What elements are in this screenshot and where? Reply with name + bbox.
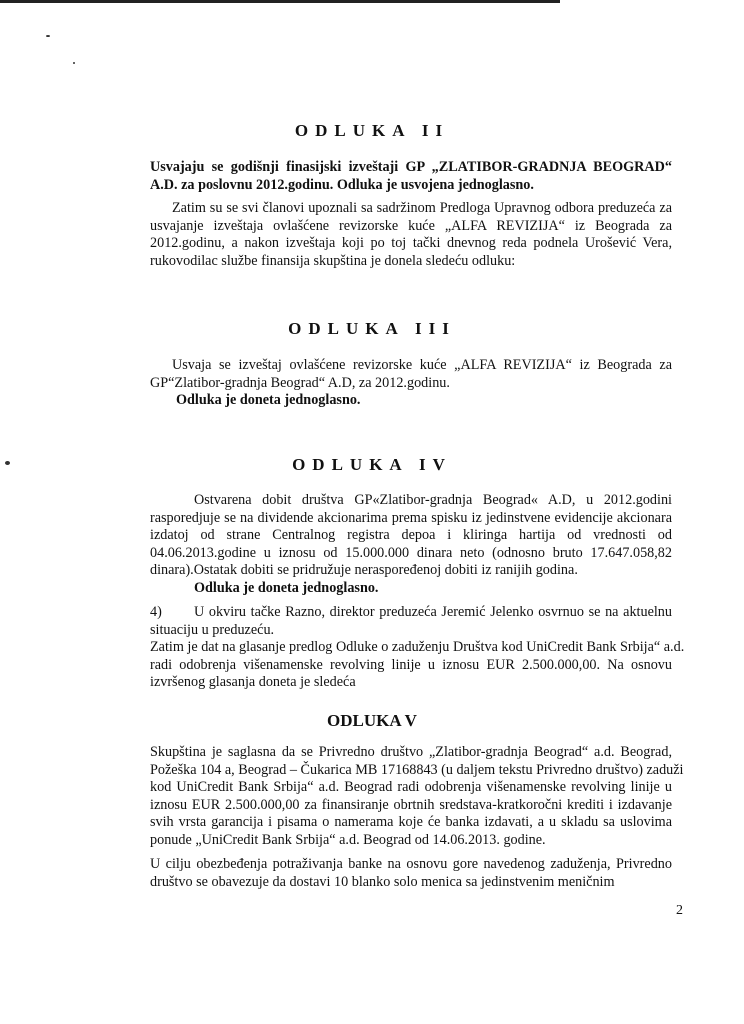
- decision-2-text: [150, 159, 672, 194]
- intro-line: rukovodilac službe finansija skupština je donela sledeću odluku:: [150, 252, 516, 269]
- decision-3-heading: ODLUKA III: [288, 319, 456, 338]
- item-4-line: izvršenog glasanja doneta je sledeća: [150, 674, 356, 691]
- item-4-line: situaciju u preduzeću.: [150, 621, 275, 638]
- item-4-line: U okviru tačke Razno, direktor preduzeća Jeremić Jelenko osvrnuo se na aktuelnu: [194, 604, 672, 620]
- scan-top-edge: [0, 0, 560, 3]
- item-4-line: Zatim je dat na glasanje predlog Odluke o zaduženju Društva kod UniCredit Bank Srbija“ a.d.: [150, 639, 685, 656]
- decision-5-line: iznosu EUR 2.500.000,00 za finansiranje obrtnih sredstava-kratkoročni krediti i izdavanje: [150, 796, 672, 813]
- final-line: društvo se obavezuje da dostavi 10 blanko solo menica sa jedinstvenim meničnim: [150, 873, 615, 890]
- decision-5-line: Skupština je saglasna da se Privredno društvo „Zlatibor-gradnja Beograd“ a.d. Beograd,: [150, 744, 672, 760]
- page-number: 2: [676, 903, 683, 918]
- decision-4-heading: ODLUKA IV: [292, 455, 452, 474]
- decision-5-line: Požeška 104 a, Beograd – Čukarica MB 17168843 (u daljem tekstu Privredno društvo) zaduži: [150, 761, 684, 778]
- decision-3-closing: Odluka je doneta jednoglasno.: [176, 392, 361, 409]
- decision-4-line: 04.06.2013.godine u iznosu od 15.000.000 dinara neto (odnosno bruto 17.647.058,82: [150, 544, 672, 561]
- decision-2-heading: ODLUKA II: [294, 121, 450, 140]
- decision-4-line: izdatoj od strane Centralnog registra depoa i kliringa hartija od vrednosti od: [150, 527, 672, 544]
- intro-line: usvajanje izveštaja ovlašćene revizorske kuće „ALFA REVIZIJA“ iz Beograda za: [150, 217, 672, 234]
- scan-speck: [46, 35, 50, 37]
- decision-5-line: ponude „UniCredit Bank Srbija“ a.d. Beograd od 14.06.2013. godine.: [150, 831, 546, 848]
- decision-5-heading: ODLUKA V: [327, 711, 417, 730]
- decision-3-line: Usvaja se izveštaj ovlašćene revizorske kuće „ALFA REVIZIJA“ iz Beograda za: [172, 357, 672, 373]
- scan-speck: [73, 62, 75, 64]
- decision-2-line: Usvajaju se godišnji finasijski izveštaji GP „ZLATIBOR-GRADNJA BEOGRAD“: [150, 159, 672, 175]
- intro-paragraph: [150, 200, 672, 270]
- item-4-first-line: [150, 604, 672, 622]
- decision-4-line: rasporedjuje se na dividende akcionarima prema spisku iz jedinstvene evidencije akcionara: [150, 509, 672, 526]
- decision-3-line: GP“Zlatibor-gradnja Beograd“ A.D, za 2012.godinu.: [150, 374, 450, 391]
- decision-4-line: dinara).Ostatak dobiti se pridružuje neraspoređenoj dobiti iz ranijih godina.: [150, 562, 578, 579]
- decision-5-line: kod UniCredit Bank Srbija“ a.d. Beograd radi odobrenja višenamenske revolving linije u: [150, 779, 672, 796]
- item-4-number: 4): [150, 604, 162, 620]
- decision-4-line: Ostvarena dobit društva GP«Zlatibor-gradnja Beograd« A.D, u 2012.godini: [194, 492, 672, 508]
- item-4-line: radi odobrenja višenamenske revolving linije u iznosu EUR 2.500.000,00. Na osnovu: [150, 656, 672, 673]
- decision-2-line: A.D. za poslovnu 2012.godinu. Odluka je usvojena jednoglasno.: [150, 176, 534, 193]
- decision-4-closing: Odluka je doneta jednoglasno.: [194, 579, 379, 596]
- intro-line: 2012.godinu, a nakon izveštaja koji po toj tački dnevnog reda podnela Urošević Vera,: [150, 235, 672, 252]
- item-4-text: [150, 604, 685, 692]
- intro-line: Zatim su se svi članovi upoznali sa sadržinom Predloga Upravnog odbora preduzeća za: [172, 200, 672, 216]
- decision-4-text: [150, 492, 672, 598]
- decision-3-text: [150, 357, 672, 410]
- decision-5-line: svih vrsta garancija i pisama o namerama koje će banka izdavati, a u skladu sa uslovima: [150, 814, 672, 831]
- decision-5-text: [150, 744, 684, 850]
- final-line: U cilju obezbeđenja potraživanja banke na osnovu gore navedenog zaduženja, Privredno: [150, 856, 672, 872]
- final-paragraph: [150, 856, 672, 891]
